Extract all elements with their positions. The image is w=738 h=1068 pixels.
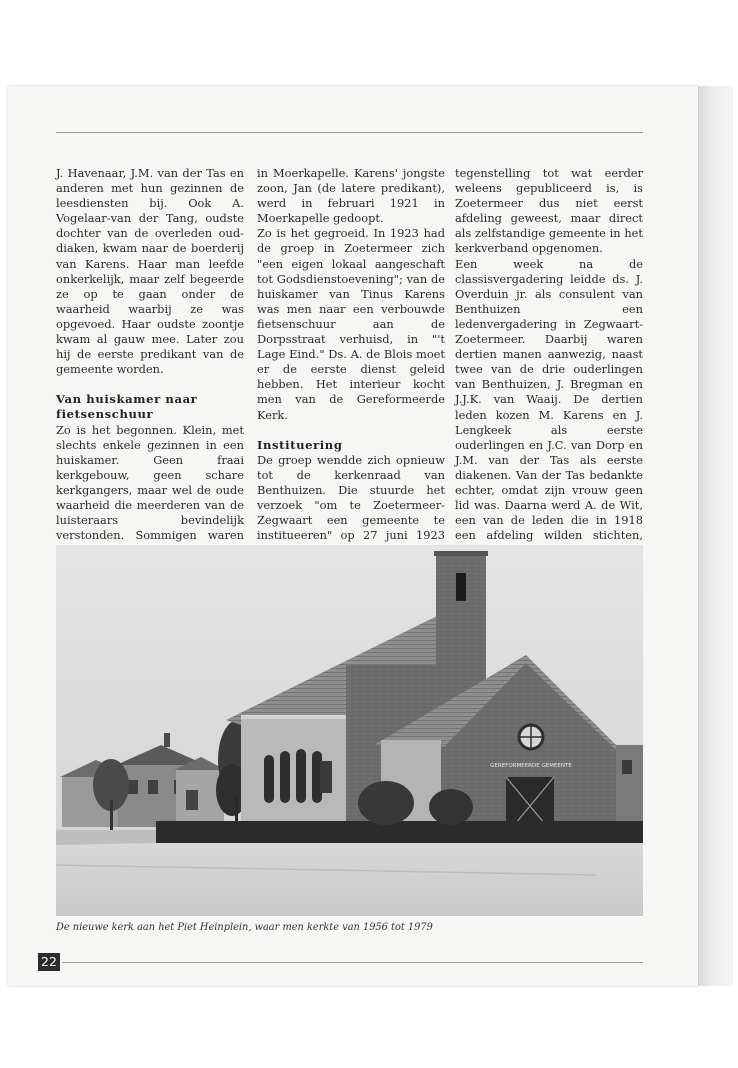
text-column-3	[455, 166, 643, 604]
paragraph: Zo is het begonnen. Klein, met slechts enkele gezinnen in een huiskamer. Geen fraai kerkgebouw, geen schare kerkgangers, maar wel de oude waarheid die meerderen van de luisteraars bevindelijk verstonden. Sommigen waren	[56, 422, 244, 543]
paragraph: De groep wendde zich opnieuw tot de kerkenraad van Benthuizen. Die stuurde het verzoek "om te Zoetermeer-Zegwaart een gemeente te institueeren" op 27 juni 1923	[257, 452, 445, 543]
text-column-2	[257, 166, 445, 589]
photo-caption: De nieuwe kerk aan het Piet Heinplein, waar men kerkte van 1956 tot 1979	[56, 922, 433, 933]
church-photo	[56, 545, 643, 916]
paragraph: Een week na de classisvergadering leidde ds. J. Overduin jr. als consulent van Benthuizen een ledenvergadering in Zegwaart-Zoetermeer. Daarbij waren dertien manen aanwezig, naast twee van de drie ouderlingen van Benthuizen, J. Bregman en J.J.K. van Waaij. De dertien leden kozen M. Karens en J. Lengkeek als eerste ouderlingen en J.C. van Dorp en J.M. van der Tas als eerste diakenen. Van der Tas bedankte echter, omdat zijn vrouw geen lid was. Daarna werd A. de Wit, een van de leden die in 1918 een afdeling wilden stichten,	[455, 256, 643, 543]
bottom-rule	[62, 962, 643, 963]
page-edge	[698, 86, 733, 986]
page-number: 22	[38, 953, 60, 971]
church-sign: GEREFORMEERDE GEMEENTE	[490, 763, 572, 769]
paragraph: J. Havenaar, J.M. van der Tas en anderen met hun gezinnen de leesdiensten bij. Ook A. Vogelaar-van der Tang, oudste dochter van de overleden oud-diaken, kwam naar de boerderij van Karens. Haar man leefde onkerkelijk, maar zelf begeerde ze op te gaan onder de waarheid waarbij ze was opgevoed. Haar oudste zoontje kwam al gauw mee. Later zou hij de eerste predikant van de gemeente worden.	[56, 166, 244, 377]
paragraph: Zo is het gegroeid. In 1923 had de groep in Zoetermeer zich "een eigen lokaal aangeschaft tot Godsdienstoevening"; van de huiskamer van Tinus Karens was men naar een verbouwde fietsenschuur aan de Dorpsstraat verhuisd, in "'t Lage Eind." Ds. A. de Blois moet er de eerste dienst geleid hebben. Het interieur kocht men van de Gereformeerde Kerk.	[257, 226, 445, 422]
section-heading: Instituering	[257, 437, 343, 452]
paragraph: in Moerkapelle. Karens' jongste zoon, Jan (de latere predikant), werd in februari 1921 in Moerkapelle gedoopt.	[257, 166, 445, 226]
paragraph: tegenstelling tot wat eerder weleens gepubliceerd is, is Zoetermeer dus niet eerst afdeling geweest, maar direct als zelfstandige gemeente in het kerkverband opgenomen.	[455, 166, 643, 256]
section-heading: Van huiskamer naar fietsenschuur	[56, 392, 198, 422]
text-column-1	[56, 166, 244, 589]
top-rule	[56, 132, 643, 133]
